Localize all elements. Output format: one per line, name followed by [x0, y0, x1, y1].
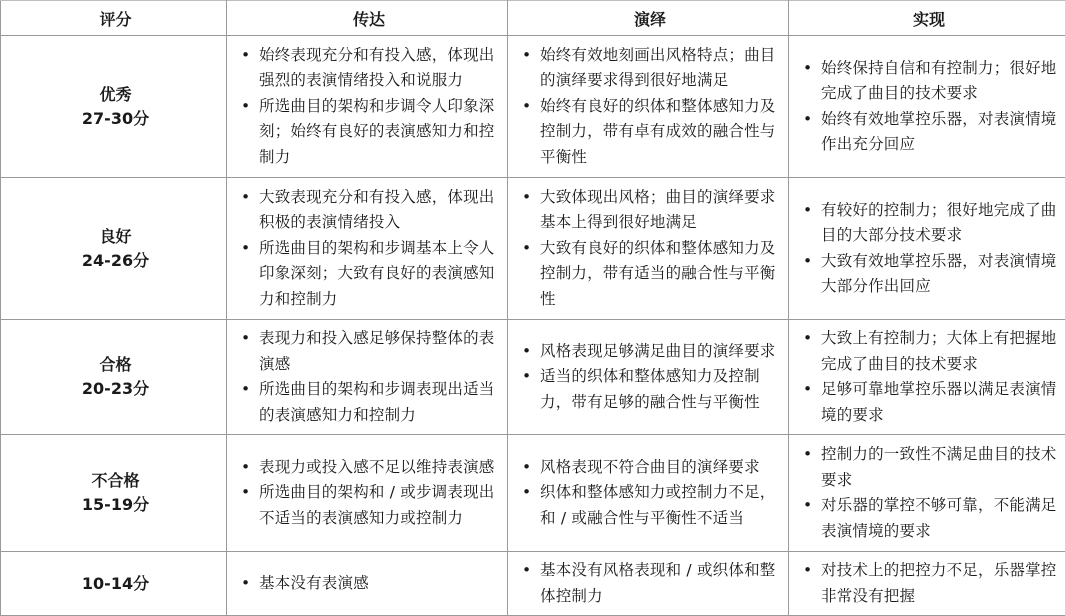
criterion-item: • 始终表现充分和有投入感，体现出强烈的表演情绪投入和说服力: [237, 43, 501, 94]
grade-range: 27-30分: [11, 107, 220, 131]
realize-cell: [789, 552, 1065, 616]
grade-row-excellent: [1, 36, 1065, 178]
grade-range: 10-14分: [11, 572, 220, 596]
header-realize: 实现: [789, 1, 1065, 36]
criterion-item: • 所选曲目的架构和 / 或步调表现出不适当的表演感知力或控制力: [237, 480, 501, 531]
interpret-cell: [508, 435, 789, 552]
criterion-item: • 基本没有风格表现和 / 或织体和整体控制力: [518, 558, 782, 609]
grade-range: 15-19分: [11, 493, 220, 517]
criterion-item: • 表现力或投入感不足以维持表演感: [237, 455, 501, 481]
criterion-item: • 表现力和投入感足够保持整体的表演感: [237, 326, 501, 377]
grade-row-low: [1, 552, 1065, 616]
interpret-cell: [508, 320, 789, 435]
grade-row-pass: [1, 320, 1065, 435]
criterion-item: • 风格表现足够满足曲目的演绎要求: [518, 339, 782, 365]
grade-cell: [1, 36, 227, 178]
criterion-item: • 大致体现出风格；曲目的演绎要求基本上得到很好地满足: [518, 185, 782, 236]
grade-row-good: [1, 178, 1065, 320]
criterion-item: • 始终有效地掌控乐器，对表演情境作出充分回应: [799, 107, 1059, 158]
grade-cell: [1, 178, 227, 320]
grade-range: 20-23分: [11, 377, 220, 401]
criterion-item: • 始终保持自信和有控制力；很好地完成了曲目的技术要求: [799, 56, 1059, 107]
criterion-item: • 有较好的控制力；很好地完成了曲目的大部分技术要求: [799, 198, 1059, 249]
header-convey: 传达: [227, 1, 508, 36]
convey-cell: [227, 552, 508, 616]
criterion-item: • 对技术上的把控力不足，乐器掌控非常没有把握: [799, 558, 1059, 609]
criterion-item: • 所选曲目的架构和步调表现出适当的表演感知力和控制力: [237, 377, 501, 428]
criterion-item: • 大致有效地掌控乐器，对表演情境大部分作出回应: [799, 249, 1059, 300]
criterion-item: • 始终有良好的织体和整体感知力及控制力，带有卓有成效的融合性与平衡性: [518, 94, 782, 171]
grade-row-fail: [1, 435, 1065, 552]
grade-label: 优秀: [11, 83, 220, 107]
criterion-item: • 控制力的一致性不满足曲目的技术要求: [799, 442, 1059, 493]
interpret-cell: [508, 36, 789, 178]
criterion-item: • 大致上有控制力；大体上有把握地完成了曲目的技术要求: [799, 326, 1059, 377]
convey-cell: [227, 320, 508, 435]
criterion-item: • 始终有效地刻画出风格特点；曲目的演绎要求得到很好地满足: [518, 43, 782, 94]
criterion-item: • 风格表现不符合曲目的演绎要求: [518, 455, 782, 481]
grade-range: 24-26分: [11, 249, 220, 273]
header-interpret: 演绎: [508, 1, 789, 36]
grade-cell: [1, 435, 227, 552]
convey-cell: [227, 435, 508, 552]
criterion-item: • 所选曲目的架构和步调令人印象深刻；始终有良好的表演感知力和控制力: [237, 94, 501, 171]
realize-cell: [789, 36, 1065, 178]
grade-label: 合格: [11, 353, 220, 377]
grade-label: 良好: [11, 225, 220, 249]
criterion-item: • 足够可靠地掌控乐器以满足表演情境的要求: [799, 377, 1059, 428]
criterion-item: • 大致有良好的织体和整体感知力及控制力，带有适当的融合性与平衡性: [518, 236, 782, 313]
realize-cell: [789, 178, 1065, 320]
grade-cell: [1, 320, 227, 435]
interpret-cell: [508, 178, 789, 320]
criterion-item: • 织体和整体感知力或控制力不足，和 / 或融合性与平衡性不适当: [518, 480, 782, 531]
header-row: [1, 1, 1065, 36]
grade-cell: [1, 552, 227, 616]
criterion-item: • 对乐器的掌控不够可靠，不能满足表演情境的要求: [799, 493, 1059, 544]
criterion-item: • 适当的织体和整体感知力及控制力，带有足够的融合性与平衡性: [518, 364, 782, 415]
convey-cell: [227, 178, 508, 320]
realize-cell: [789, 435, 1065, 552]
grade-label: 不合格: [11, 469, 220, 493]
convey-cell: [227, 36, 508, 178]
realize-cell: [789, 320, 1065, 435]
criterion-item: • 基本没有表演感: [237, 571, 501, 597]
criterion-item: • 大致表现充分和有投入感，体现出积极的表演情绪投入: [237, 185, 501, 236]
criterion-item: • 所选曲目的架构和步调基本上令人印象深刻；大致有良好的表演感知力和控制力: [237, 236, 501, 313]
interpret-cell: [508, 552, 789, 616]
header-score: 评分: [1, 1, 227, 36]
